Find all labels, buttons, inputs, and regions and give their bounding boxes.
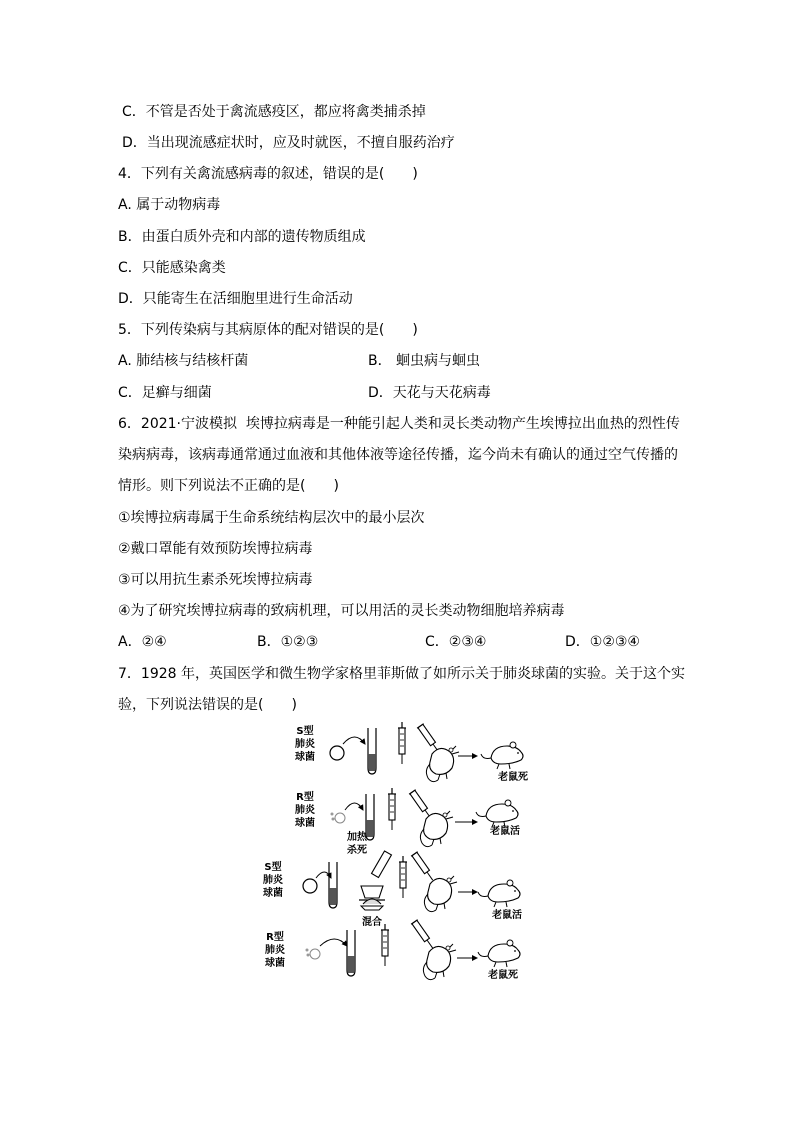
q5-option-d: D．天花与天花病毒 [368, 385, 491, 401]
q4-option-d: D．只能寄生在活细胞里进行生命活动 [118, 291, 353, 307]
q6-option-c: C．②③④ [425, 634, 487, 650]
row-4-label-3: 球菌 [265, 958, 285, 969]
q6-stem-line3: 情形。则下列说法不正确的是( ) [118, 478, 339, 494]
mix-label: 混合 [362, 917, 382, 928]
s-bacteria-icon [303, 879, 317, 893]
row-2-result: 老鼠活 [490, 826, 520, 837]
q6-stem-line1: 6．2021·宁波模拟 埃博拉病毒是一种能引起人类和灵长类动物产生埃博拉出血热的烈性传 [118, 416, 680, 432]
q7-stem-line1: 7．1928 年，英国医学和微生物学家格里菲斯做了如所示关于肺炎球菌的实验。关于这个实 [118, 666, 685, 682]
q5-stem: 5．下列传染病与其病原体的配对错误的是( ) [118, 322, 418, 338]
q6-stem-line2: 染病病毒，该病毒通常通过血液和其他体液等途径传播，迄今尚未有确认的通过空气传播的 [118, 447, 678, 463]
mouse-icon [478, 880, 520, 907]
row-4-label-2: 肺炎 [265, 945, 285, 956]
row-3-label-3: 球菌 [263, 888, 283, 899]
q6-statement-3: ③可以用抗生素杀死埃博拉病毒 [118, 572, 313, 588]
row-1-label-1: S型 [296, 726, 314, 737]
row-1-s-live [295, 722, 528, 783]
q4-option-c: C．只能感染禽类 [118, 260, 226, 276]
q6-option-b: B．①②③ [257, 634, 319, 650]
mouse-icon [420, 811, 453, 847]
q4-option-a: A. 属于动物病毒 [118, 197, 221, 213]
row-4-label-1: R型 [266, 932, 284, 943]
mouse-icon [478, 940, 520, 967]
row-2-label-2: 肺炎 [295, 805, 315, 816]
heat-label-2: 杀死 [347, 845, 367, 856]
mouse-icon [424, 876, 457, 912]
q6-option-a: A．②④ [118, 634, 167, 650]
q5-option-b: B． 蛔虫病与蛔虫 [368, 353, 481, 369]
q3-option-c: C．不管是否处于禽流感疫区，都应将禽类捕杀掉 [122, 104, 426, 120]
heat-label-1: 加热 [347, 832, 367, 843]
row-1-label-3: 球菌 [295, 752, 315, 763]
row-3-label-1: S型 [264, 862, 282, 873]
row-2-r-live [295, 788, 520, 847]
row-3-label-2: 肺炎 [263, 875, 283, 886]
q7-stem-line2: 验，下列说法错误的是( ) [118, 697, 297, 713]
q6-statement-2: ②戴口罩能有效预防埃博拉病毒 [118, 541, 313, 557]
row-4-result: 老鼠死 [488, 970, 518, 981]
q4-stem: 4．下列有关禽流感病毒的叙述，错误的是( ) [118, 166, 418, 182]
q5-option-a: A. 肺结核与结核杆菌 [118, 353, 249, 369]
griffith-experiment-figure [255, 722, 545, 992]
row-4-r-plus-dead-s [265, 920, 520, 981]
mouse-icon [426, 746, 459, 782]
row-1-label-2: 肺炎 [295, 739, 315, 750]
q6-statement-4: ④为了研究埃博拉病毒的致病机理，可以用活的灵长类动物细胞培养病毒 [118, 603, 565, 619]
row-3-result: 老鼠活 [492, 910, 522, 921]
row-2-label-3: 球菌 [295, 818, 315, 829]
row-1-result: 老鼠死 [498, 772, 528, 783]
q5-option-c: C．足癣与细菌 [118, 385, 212, 401]
q6-statement-1: ①埃博拉病毒属于生命系统结构层次中的最小层次 [118, 510, 425, 526]
r-bacteria-icon [335, 813, 345, 823]
q3-option-d: D．当出现流感症状时，应及时就医，不擅自服药治疗 [122, 135, 455, 151]
mouse-icon [476, 800, 518, 827]
r-bacteria-icon [310, 949, 320, 959]
row-2-label-1: R型 [296, 792, 314, 803]
q6-option-d: D．①②③④ [565, 634, 640, 650]
s-bacteria-icon [330, 746, 344, 760]
mouse-icon [481, 742, 523, 769]
q4-option-b: B．由蛋白质外壳和内部的遗传物质组成 [118, 229, 366, 245]
mouse-icon [423, 944, 456, 980]
row-3-heat-killed-s [263, 830, 522, 928]
